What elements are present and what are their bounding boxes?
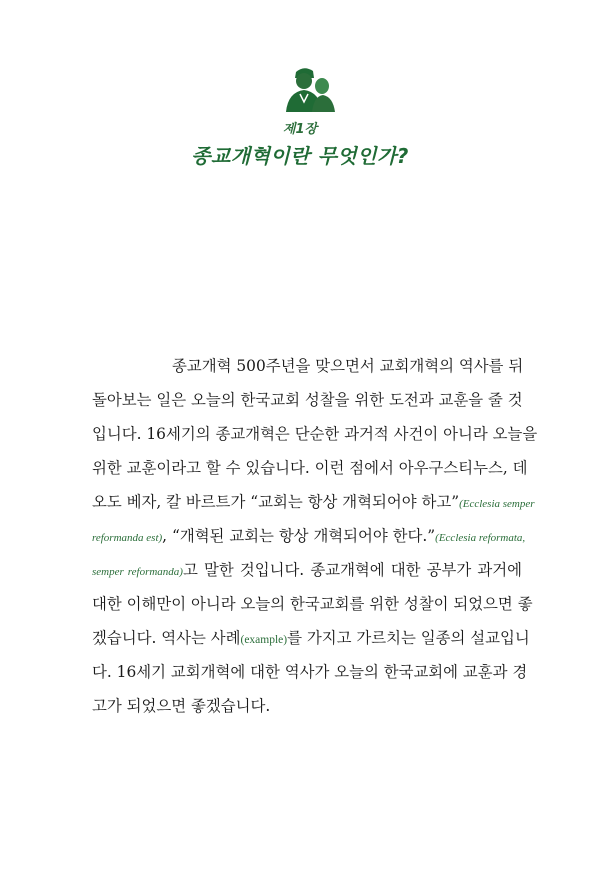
body-text: 겠습니다. 역사는 사례 [92, 629, 241, 647]
reformers-portrait-icon [282, 66, 336, 112]
body-line: 다. 16세기 교회개혁에 대한 역사가 오늘의 한국교회에 교훈과 경 [92, 663, 528, 681]
body-text: 고 말한 것입니다. 종교개혁에 대한 공부가 과거에 [182, 561, 523, 579]
body-line [92, 621, 530, 655]
latin-phrase: reformanda est) [92, 532, 163, 544]
latin-phrase: semper reformanda) [92, 566, 183, 578]
body-text: 를 가지고 가르치는 일종의 설교입니 [287, 629, 530, 647]
english-note: (example) [240, 634, 288, 646]
body-paragraph [92, 349, 538, 723]
body-text: , “개혁된 교회는 항상 개혁되어야 한다.” [162, 527, 436, 545]
body-line: 입니다. 16세기의 종교개혁은 단순한 과거적 사건이 아니라 오늘을 [92, 425, 538, 443]
body-text: 오도 베자, 칼 바르트가 “교회는 항상 개혁되어야 하고” [92, 493, 460, 511]
latin-phrase: (Ecclesia reformata, [435, 532, 526, 544]
body-line [92, 553, 522, 587]
body-line: 대한 이해만이 아니라 오늘의 한국교회를 위한 성찰이 되었으면 좋 [92, 595, 533, 613]
body-line [92, 485, 535, 519]
chapter-label: 제1장 [282, 122, 318, 137]
body-line: 종교개혁 500주년을 맞으면서 교회개혁의 역사를 뒤 [172, 357, 524, 375]
latin-phrase: (Ecclesia semper [459, 498, 535, 510]
chapter-title: 종교개혁이란 무엇인가? [191, 144, 409, 168]
body-line [92, 519, 526, 553]
body-line: 돌아보는 일은 오늘의 한국교회 성찰을 위한 도전과 교훈을 줄 것 [92, 391, 523, 409]
body-line: 고가 되었으면 좋겠습니다. [92, 697, 271, 715]
body-line: 위한 교훈이라고 할 수 있습니다. 이런 점에서 아우구스티누스, 데 [92, 459, 528, 477]
